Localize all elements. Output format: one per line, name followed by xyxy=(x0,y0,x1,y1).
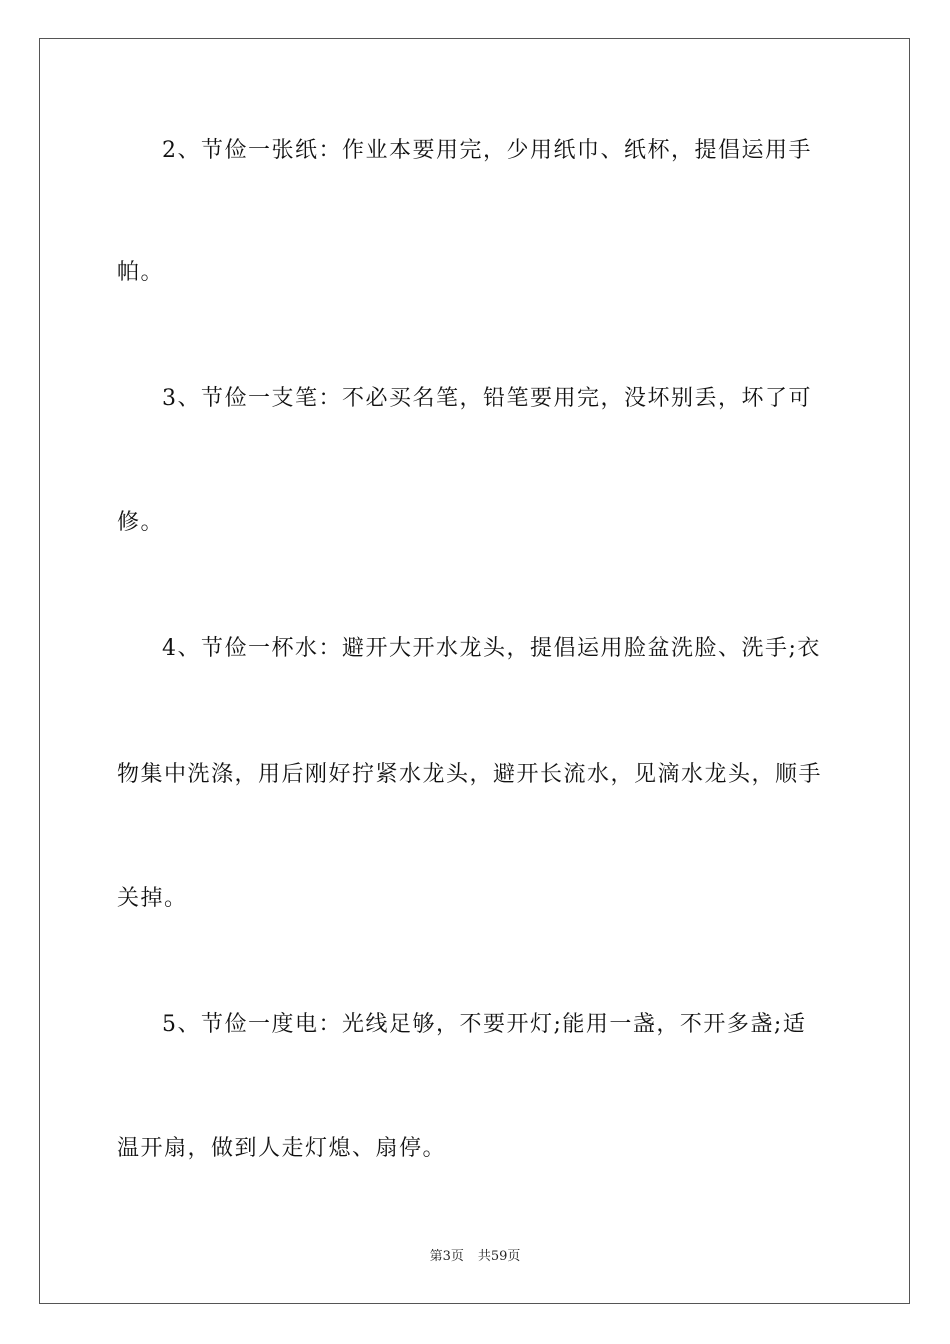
paragraph-5-line-1: 5、节俭一度电：光线足够，不要开灯;能用一盏，不开多盏;适 xyxy=(162,1012,807,1037)
paragraph-4-line-1: 4、节俭一杯水：避开大开水龙头，提倡运用脸盆洗脸、洗手;衣 xyxy=(162,636,821,661)
page-footer xyxy=(0,1248,950,1266)
paragraph-3-line-2: 修。 xyxy=(117,510,165,535)
paragraph-3-line-1: 3、节俭一支笔：不必买名笔，铅笔要用完，没坏别丢，坏了可 xyxy=(162,386,812,411)
paragraph-4-line-2: 物集中洗涤，用后刚好拧紧水龙头，避开长流水，见滴水龙头，顺手 xyxy=(117,762,823,787)
paragraph-2-line-1: 2、节俭一张纸：作业本要用完，少用纸巾、纸杯，提倡运用手 xyxy=(162,138,812,163)
paragraph-2-line-2: 帕。 xyxy=(117,260,165,285)
paragraph-4-line-3: 关掉。 xyxy=(117,886,188,911)
page-total: 共59页 xyxy=(477,1249,521,1264)
page-number: 第3页 xyxy=(429,1249,464,1264)
page-border xyxy=(39,38,910,1304)
paragraph-5-line-2: 温开扇，做到人走灯熄、扇停。 xyxy=(117,1136,447,1161)
